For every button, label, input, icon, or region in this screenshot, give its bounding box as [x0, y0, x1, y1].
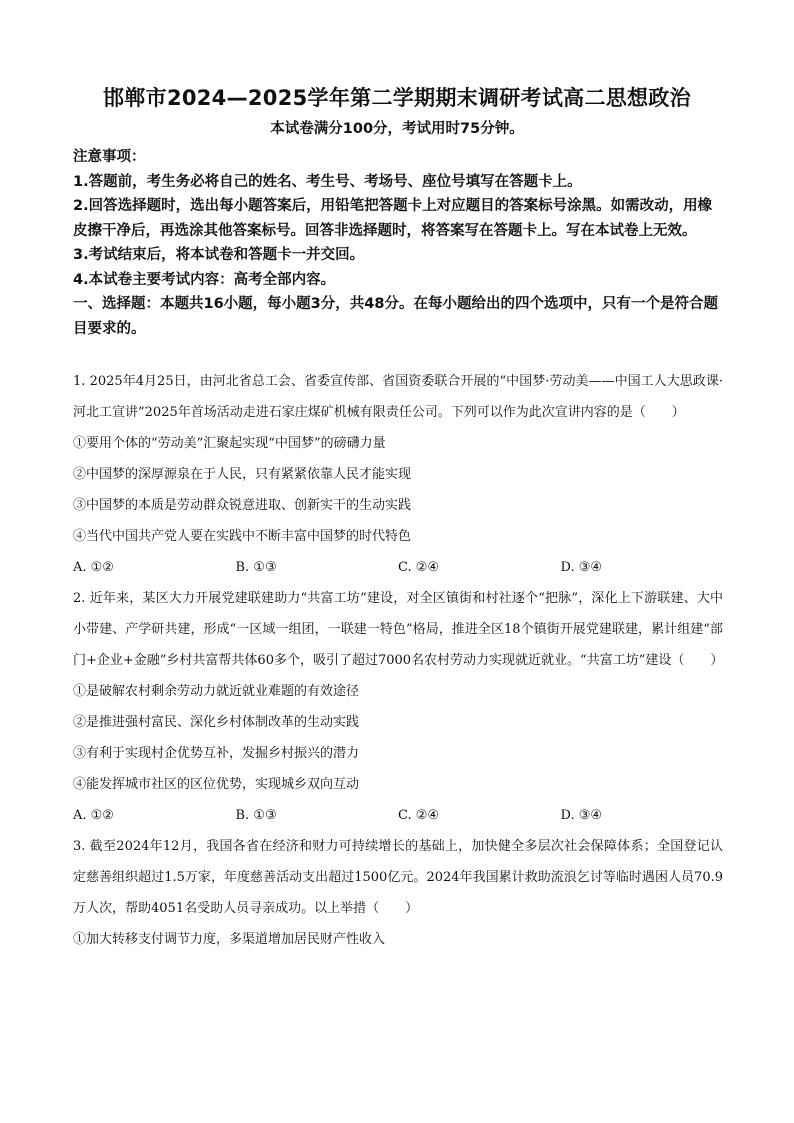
notes-item: 3.考试结束后，将本试卷和答题卡一并交回。: [73, 247, 365, 263]
question-option: ①要用个体的“劳动美”汇聚起实现“中国梦”的磅礴力量: [73, 436, 386, 451]
question-stem: 2. 近年来，某区大力开展党建联建助力“共富工坊”建设，对全区镇街和村社逐个“把脉”，深化上下游联建、大中小带建、产学研共建，形成“一区域一组团，一联建一特色”格局，推进全区18个镇街开展党建联建，累计组建“部门+企业+金融”乡村共富帮共体60多个，吸引了超过7000名农村劳动力实现就近就业。“共富工坊”建设（ ）: [73, 591, 724, 668]
question-option: ②中国梦的深厚源泉在于人民，只有紧紧依靠人民才能实现: [73, 467, 412, 482]
notes-item: 1.答题前，考生务必将自己的姓名、考生号、考场号、座位号填写在答题卡上。: [73, 173, 582, 190]
answer-choices: [73, 552, 723, 583]
question-3: [73, 831, 723, 955]
notes-item: 4.本试卷主要考试内容：高考全部内容。: [73, 271, 336, 288]
question-option: ③有利于实现村企优势互补，发掘乡村振兴的潜力: [73, 746, 360, 761]
question-option: ①是破解农村剩余劳动力就近就业难题的有效途径: [73, 684, 360, 699]
choice-c: C. ②④: [398, 560, 440, 575]
choice-d: D. ③④: [560, 808, 603, 823]
answer-choices: [73, 800, 723, 831]
question-2: [73, 583, 723, 831]
question-option: ②是推进强村富民、深化乡村体制改革的生动实践: [73, 715, 360, 730]
choice-a: A. ①②: [73, 808, 114, 823]
notes-item: 2.回答选择题时，选出每小题答案后，用铅笔把答题卡上对应题目的答案标号涂黑。如需改动，用橡皮擦干净后，再选涂其他答案标号。回答非选择题时，将答案写在答题卡上。写在本试卷上无效。: [73, 198, 713, 239]
question-option: ①加大转移支付调节力度，多渠道增加居民财产性收入: [73, 932, 386, 947]
notes-block: [73, 145, 723, 341]
choice-d: D. ③④: [560, 560, 603, 575]
question-1: [73, 366, 723, 583]
exam-subtitle: 本试卷满分100分，考试用时75分钟。: [270, 121, 524, 137]
notes-heading: 注意事项：: [73, 149, 146, 165]
choice-a: A. ①②: [73, 560, 114, 575]
exam-title: 邯郸市2024—2025学年第二学期期末调研考试高二思想政治: [103, 86, 691, 110]
choice-b: B. ①③: [235, 808, 277, 823]
question-option: ③中国梦的本质是劳动群众锐意进取、创新实干的生动实践: [73, 498, 412, 513]
question-stem: 3. 截至2024年12月，我国各省在经济和财力可持续增长的基础上，加快健全多层次社会保障体系；全国登记认定慈善组织超过1.5万家，年度慈善活动支出超过1500亿元。2024年我国累计救助流浪乞讨等临时遇困人员70.9万人次，帮助4051名受助人员寻亲成功。以上举措（ ）: [73, 839, 723, 916]
choice-c: C. ②④: [398, 808, 440, 823]
question-option: ④能发挥城市社区的区位优势，实现城乡双向互动: [73, 777, 360, 792]
section-heading: 一、选择题：本题共16小题，每小题3分，共48分。在每小题给出的四个选项中，只有一个是符合题目要求的。: [73, 296, 718, 337]
question-option: ④当代中国共产党人要在实践中不断丰富中国梦的时代特色: [73, 529, 412, 544]
choice-b: B. ①③: [235, 560, 277, 575]
question-stem: 1. 2025年4月25日，由河北省总工会、省委宣传部、省国资委联合开展的“中国梦·劳动美——中国工人大思政课·河北工宣讲”2025年首场活动走进石家庄煤矿机械有限责任公司。下列可以作为此次宣讲内容的是（ ）: [73, 374, 723, 420]
questions-block: [73, 366, 723, 955]
